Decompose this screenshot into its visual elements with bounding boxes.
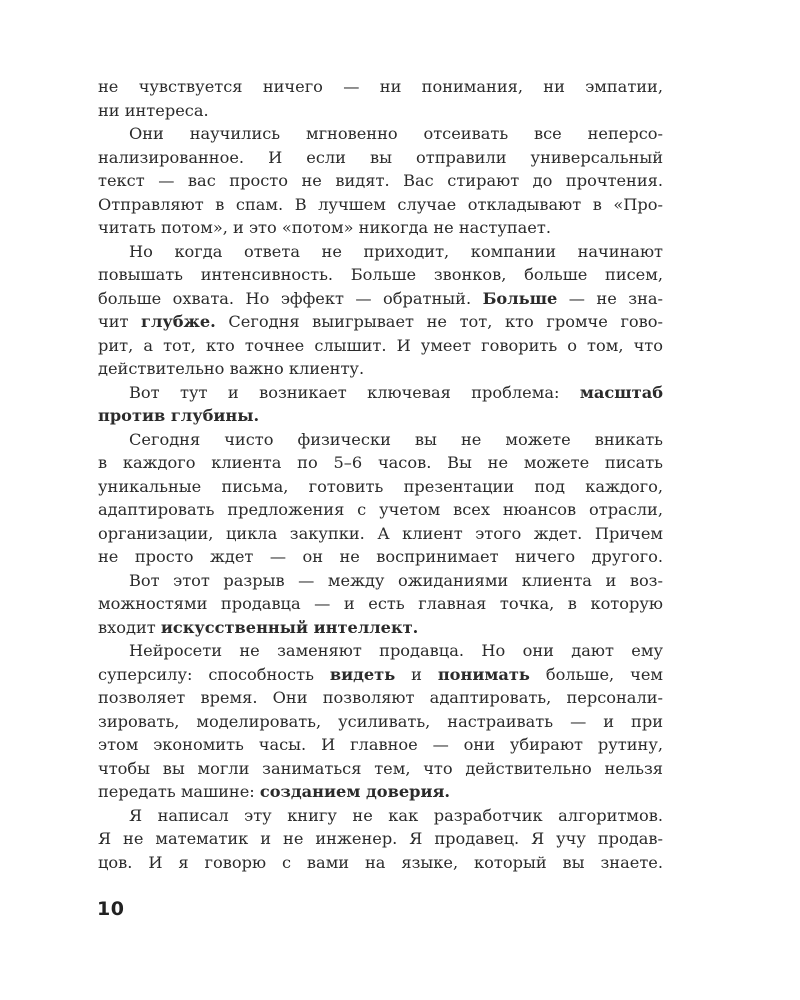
text-run: зировать, моделировать, усиливать, настраивать — и при (98, 711, 663, 731)
text-run: суперсилу: способность (98, 664, 330, 684)
text-run: — не зна- (557, 288, 664, 308)
text-run: Я не математик и не инженер. Я продавец. Я учу продав- (98, 829, 663, 848)
text-line (98, 710, 663, 734)
text-run: Они научились мгновенно отсеивать все неперсо- (129, 124, 663, 143)
text-line (98, 804, 663, 828)
text-line (98, 263, 663, 287)
text-run: Вот тут и возникает ключевая проблема: (129, 382, 580, 402)
text-run: рит, а тот, кто точнее слышит. И умеет говорить о том, что (98, 335, 663, 355)
text-run: Но когда ответа не приходит, компании начинают (129, 241, 663, 261)
text-run: организации, цикла закупки. А клиент этого ждет. Причем (98, 523, 663, 543)
text-line (98, 733, 663, 757)
text-run: нализированное. И если вы отправили универсальный (98, 147, 663, 167)
text-line (98, 146, 663, 170)
text-run: действительно важно клиенту. (98, 359, 365, 378)
page-number: 10 (97, 898, 125, 920)
bold-phrase: против глубины. (98, 406, 260, 425)
text-line (98, 240, 663, 264)
text-run: Вот этот разрыв — между ожиданиями клиента и воз- (129, 570, 663, 590)
text-line (98, 545, 663, 569)
text-line (98, 592, 663, 616)
bold-phrase: масштаб (579, 382, 663, 402)
bold-phrase: видеть (329, 664, 396, 684)
text-line (98, 757, 663, 781)
bold-phrase: созданием доверия. (259, 782, 451, 801)
text-run: больше охвата. Но эффект — обратный. (98, 288, 483, 308)
body-text (98, 75, 663, 874)
text-run: входит (98, 617, 161, 637)
text-run: Отправляют в спам. В лучшем случае откладывают в «Про- (98, 194, 663, 214)
text-run: этом экономить часы. И главное — они убирают рутину, (98, 735, 663, 754)
bold-phrase: понимать (437, 664, 530, 684)
text-line (98, 851, 663, 875)
text-run: передать машине: (98, 782, 260, 801)
text-line (98, 381, 663, 405)
text-line (98, 404, 663, 428)
text-run: текст — вас просто не видят. Вас стирают до прочтения. (98, 171, 663, 190)
text-line (98, 639, 663, 663)
text-line (98, 99, 663, 123)
text-line (98, 428, 663, 452)
text-line (98, 475, 663, 499)
text-line (98, 522, 663, 546)
text-line (98, 498, 663, 522)
text-run: повышать интенсивность. Больше звонков, больше писем, (98, 265, 663, 284)
text-run: позволяет время. Они позволяют адаптировать, персонали- (98, 688, 663, 707)
text-line (98, 169, 663, 193)
text-run: Я написал эту книгу не как разработчик алгоритмов. (129, 805, 663, 825)
text-run: адаптировать предложения с учетом всех нюансов отрасли, (98, 500, 663, 519)
text-line (98, 122, 663, 146)
text-run: Нейросети не заменяют продавца. Но они дают ему (129, 641, 663, 660)
text-line (98, 686, 663, 710)
text-run: уникальные письма, готовить презентации под каждого, (98, 476, 663, 496)
text-line (98, 216, 663, 240)
text-run: Сегодня выигрывает не тот, кто громче гово- (215, 312, 663, 331)
text-line (98, 310, 663, 334)
text-run: чит (98, 312, 142, 331)
text-run: читать потом», и это «потом» никогда не наступает. (98, 218, 551, 237)
text-run: ни интереса. (98, 100, 209, 120)
text-line (98, 780, 663, 804)
text-run: цов. И я говорю с вами на языке, который вы знаете. (98, 852, 663, 872)
text-line (98, 334, 663, 358)
text-line (98, 451, 663, 475)
text-line (98, 193, 663, 217)
bold-phrase: Больше (482, 288, 558, 308)
text-run: не просто ждет — он не воспринимает ничего другого. (98, 547, 663, 566)
text-run: в каждого клиента по 5–6 часов. Вы не можете писать (98, 453, 663, 472)
text-line (98, 663, 663, 687)
text-line (98, 827, 663, 851)
text-run: чтобы вы могли заниматься тем, что действительно нельзя (98, 758, 663, 778)
text-run: не чувствуется ничего — ни понимания, ни эмпатии, (98, 77, 663, 96)
text-line (98, 287, 663, 311)
text-line (98, 75, 663, 99)
text-line (98, 357, 663, 381)
text-run: можностями продавца — и есть главная точка, в которую (98, 594, 663, 613)
bold-phrase: искусственный интеллект. (160, 617, 419, 637)
text-run: и (395, 664, 438, 684)
text-line (98, 616, 663, 640)
bold-phrase: глубже. (141, 312, 216, 331)
text-run: Сегодня чисто физически вы не можете вникать (129, 429, 663, 449)
text-run: больше, чем (529, 664, 663, 684)
text-line (98, 569, 663, 593)
